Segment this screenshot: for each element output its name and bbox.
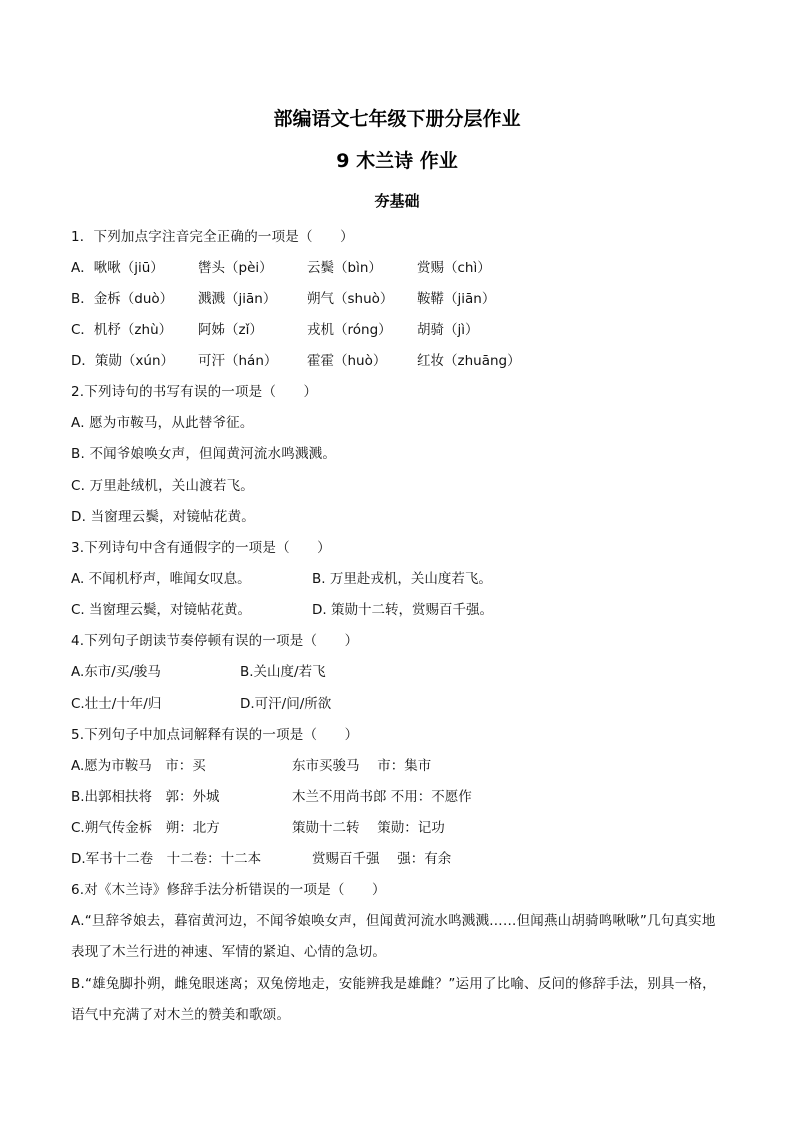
q5-option-c-left: C.朔气传金柝 朔：北方 — [71, 820, 220, 836]
question-4-stem: 4.下列句子朗读节奏停顿有误的一项是（ ） — [71, 633, 359, 649]
q1-c-1: C．机杼（zhù） — [71, 322, 173, 338]
q4-option-c: C.壮士/十年/归 — [71, 696, 162, 712]
q4-option-b: B.关山度/若飞 — [240, 664, 326, 680]
q5-option-a-right: 东市买骏马 市：集市 — [292, 758, 432, 774]
q5-option-d-left: D.军书十二卷 十二卷：十二本 — [71, 851, 262, 867]
q3-option-c: C. 当窗理云鬓，对镜帖花黄。 — [71, 602, 252, 618]
q1-b-4: 鞍鞯（jiān） — [417, 291, 496, 307]
q2-option-a: A. 愿为市鞍马，从此替爷征。 — [71, 415, 254, 431]
q3-option-b: B. 万里赴戎机，关山度若飞。 — [312, 571, 492, 587]
title: 部编语文七年级下册分层作业 — [273, 108, 521, 130]
q3-option-a: A. 不闻机杼声，唯闻女叹息。 — [71, 571, 251, 587]
q1-b-1: B．金柝（duò） — [71, 291, 174, 307]
q1-b-2: 溅溅（jiān） — [198, 291, 277, 307]
section-heading: 夯基础 — [374, 192, 420, 210]
subtitle: 9 木兰诗 作业 — [336, 150, 458, 172]
question-1-stem: 1．下列加点字注音完全正确的一项是（ ） — [71, 229, 354, 245]
q5-option-b-left: B.出郭相扶将 郭：外城 — [71, 789, 220, 805]
q6-option-a: A.“旦辞爷娘去，暮宿黄河边，不闻爷娘唤女声，但闻黄河流水鸣溅溅……但闻燕山胡骑鸣啾啾”几句真实地表现了木兰行进的神速、军情的紧迫、心情的急切。 — [71, 913, 716, 960]
q5-option-d-right: 赏赐百千强 强：有余 — [312, 851, 452, 867]
q4-option-d: D.可汗/问/所欲 — [240, 696, 332, 712]
q1-d-4: 红妆（zhuāng） — [417, 353, 521, 369]
q5-option-c-right: 策勋十二转 策勋：记功 — [292, 820, 445, 836]
q2-option-b: B. 不闻爷娘唤女声，但闻黄河流水鸣溅溅。 — [71, 446, 337, 462]
q1-c-2: 阿姊（zǐ） — [198, 322, 263, 338]
question-5-stem: 5.下列句子中加点词解释有误的一项是（ ） — [71, 727, 359, 743]
q1-a-4: 赏赐（chì） — [417, 260, 491, 276]
q1-d-3: 霍霍（huò） — [307, 353, 387, 369]
q5-option-a-left: A.愿为市鞍马 市：买 — [71, 758, 206, 774]
q1-a-3: 云鬓（bìn） — [307, 260, 382, 276]
q6-option-b: B.“雄兔脚扑朔，雌兔眼迷离；双兔傍地走，安能辨我是雄雌？”运用了比喻、反问的修辞手法，别具一格，语气中充满了对木兰的赞美和歌颂。 — [71, 976, 716, 1023]
q1-c-4: 胡骑（jì） — [417, 322, 479, 338]
question-6-stem: 6.对《木兰诗》修辞手法分析错误的一项是（ ） — [71, 882, 386, 898]
q1-d-2: 可汗（hán） — [198, 353, 278, 369]
q2-option-d: D. 当窗理云鬓，对镜帖花黄。 — [71, 509, 255, 525]
q4-option-a: A.东市/买/骏马 — [71, 664, 161, 680]
q1-c-3: 戎机（róng） — [307, 322, 392, 338]
q1-a-1: A．啾啾（jiū） — [71, 260, 164, 276]
q3-option-d: D. 策勋十二转，赏赐百千强。 — [312, 602, 493, 618]
question-3-stem: 3.下列诗句中含有通假字的一项是（ ） — [71, 540, 331, 556]
q1-d-1: D．策勋（xún） — [71, 353, 174, 369]
q1-a-2: 辔头（pèi） — [198, 260, 273, 276]
q1-b-3: 朔气（shuò） — [307, 291, 394, 307]
q5-option-b-right: 木兰不用尚书郎 不用：不愿作 — [292, 789, 472, 805]
question-2-stem: 2.下列诗句的书写有误的一项是（ ） — [71, 384, 318, 400]
q2-option-c: C. 万里赴绒机，关山渡若飞。 — [71, 478, 255, 494]
